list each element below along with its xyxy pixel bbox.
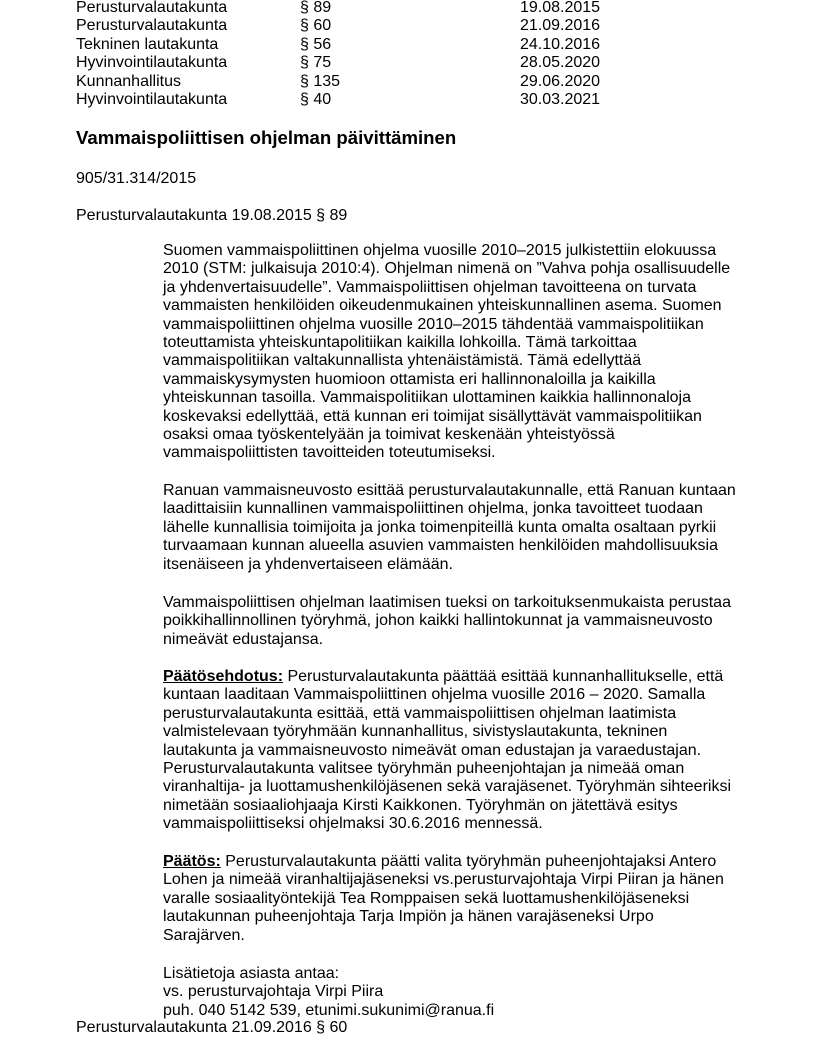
text-line <box>163 668 753 686</box>
history-row <box>0 36 816 54</box>
text-line: vammaispolitiikan valtakunnallista yhtenäistämistä. Tämä edellyttää <box>163 352 642 370</box>
history-date: 19.08.2015 <box>520 0 601 16</box>
text-line: toteuttamista yhteiskuntapolitiikan kaikilla lohkoilla. Tämä tarkoittaa <box>163 334 637 352</box>
history-section: § 135 <box>300 72 341 90</box>
text-line: Suomen vammaispoliittinen ohjelma vuosille 2010–2015 julkistettiin elokuussa <box>163 242 717 259</box>
contact-line: puh. 040 5142 539, etunimi.sukunimi@ranua.fi <box>163 1001 495 1019</box>
contact-info <box>163 965 753 1020</box>
history-section: § 56 <box>300 35 332 53</box>
text-line: lautakunnan puheenjohtaja Tarja Impiön ja hänen varajäseneksi Urpo <box>163 908 654 926</box>
text-line <box>163 853 753 871</box>
proposal-first-line: Perusturvalautakunta päättää esittää kunnanhallitukselle, että <box>283 668 724 685</box>
text-line: lähelle kunnallisia toimijoita ja jonka toimenpiteillä kunta omalta osaltaan pyrkii <box>163 518 717 536</box>
proposal-label: Päätösehdotus: <box>163 668 284 685</box>
text-line: vammaispoliittiseksi ohjelmaksi 30.6.2016 mennessä. <box>163 815 543 833</box>
history-section: § 60 <box>300 17 332 35</box>
meeting-header: Perusturvalautakunta 19.08.2015 § 89 <box>76 207 348 224</box>
next-meeting-header: Perusturvalautakunta 21.09.2016 § 60 <box>76 1019 348 1036</box>
text-line: nimetään sosiaaliohjaaja Kirsti Kaikkonen. Työryhmän on jätettävä esitys <box>163 796 678 814</box>
text-line: viranhaltija- ja luottamushenkilöjäsenen sekä varajäsenet. Työryhmän sihteeriksi <box>163 778 731 796</box>
text-line: yhteiskunnan tasoilla. Vammaispolitiikan ulottaminen kaikkia hallinnonaloja <box>163 389 691 407</box>
text-line: Perusturvalautakunta valitsee työryhmän puheenjohtajan ja nimeää oman <box>163 760 685 778</box>
history-date: 21.09.2016 <box>520 17 601 35</box>
text-line: laadittaisiin kunnallinen vammaispoliittinen ohjelma, jonka tavoitteet tuodaan <box>163 500 703 518</box>
history-body: Perusturvalautakunta <box>76 0 228 16</box>
text-line: Vammaispoliittisen ohjelman laatimisen tueksi on tarkoituksenmukaista perustaa <box>163 594 731 611</box>
text-line: ja yhdenvertaisuudelle”. Vammaispoliittisen ohjelman tavoitteena on turvata <box>163 278 697 296</box>
history-body: Tekninen lautakunta <box>76 35 219 53</box>
history-section: § 89 <box>300 0 332 16</box>
text-line: Ranuan vammaisneuvosto esittää perusturvalautakunnalle, että Ranuan kuntaan <box>163 482 736 499</box>
text-line: poikkihallinnollinen työryhmä, johon kaikki hallintokunnat ja vammaisneuvosto <box>163 612 713 630</box>
text-line: vammaispoliittisten tavoitteiden toteutumiseksi. <box>163 444 496 462</box>
document-title: Vammaispoliittisen ohjelman päivittäminen <box>76 127 457 148</box>
history-date: 30.03.2021 <box>520 91 601 108</box>
text-line: koskevaksi edellyttää, että kunnan eri toimijat sisällyttävät vammaispolitiikan <box>163 407 702 425</box>
text-line: vammaiskysymysten huomioon ottamista eri hallinnonaloilla ja kaikilla <box>163 370 656 388</box>
history-body: Perusturvalautakunta <box>76 17 228 35</box>
text-line: turvaamaan kunnan alueella asuvien vammaisten henkilöiden mahdollisuuksia <box>163 537 718 555</box>
history-date: 24.10.2016 <box>520 35 601 53</box>
background-paragraph <box>163 242 753 463</box>
history-section: § 40 <box>300 91 332 108</box>
decision <box>163 853 753 945</box>
text-line: lautakunta ja vammaisneuvosto nimeävät oman edustajan ja varaedustajan. <box>163 741 702 759</box>
working-group-paragraph <box>163 594 753 649</box>
contact-line: Lisätietoja asiasta antaa: <box>163 965 340 982</box>
decision-label: Päätös: <box>163 853 221 870</box>
text-line: kuntaan laaditaan Vammaispoliittinen ohjelma vuosille 2016 – 2020. Samalla <box>163 686 706 704</box>
history-body: Hyvinvointilautakunta <box>76 54 228 72</box>
council-proposal-paragraph <box>163 482 753 574</box>
history-date: 29.06.2020 <box>520 72 601 90</box>
text-line: vammaispoliittinen ohjelma vuosille 2010–2015 tähdentää vammaispolitiikan <box>163 315 704 333</box>
decision-first-line: Perusturvalautakunta päätti valita työryhmän puheenjohtajaksi Antero <box>220 853 717 870</box>
text-line: Sarajärven. <box>163 926 245 944</box>
text-line: varalle sosiaalityöntekijä Tea Romppaisen sekä luottamushenkilöjäseneksi <box>163 889 690 907</box>
history-date: 28.05.2020 <box>520 54 601 72</box>
text-line: valmistelevaan työryhmään kunnanhallitus, sivistyslautakunta, tekninen <box>163 723 668 741</box>
text-line: Lohen ja nimeää viranhaltijajäseneksi vs.perusturvajohtaja Virpi Piiran ja hänen <box>163 871 724 889</box>
text-line: 2010 (STM: julkaisuja 2010:4). Ohjelman nimenä on ”Vahva pohja osallisuudelle <box>163 260 731 278</box>
text-line: itsenäiseen ja yhdenvertaiseen elämään. <box>163 555 453 573</box>
history-row <box>0 91 816 109</box>
history-row <box>0 73 816 91</box>
contact-line: vs. perusturvajohtaja Virpi Piira <box>163 983 384 1001</box>
history-body: Kunnanhallitus <box>76 72 181 90</box>
case-number: 905/31.314/2015 <box>76 170 197 187</box>
decision-proposal <box>163 668 753 834</box>
text-line: vammaisten henkilöiden oikeudenmukainen yhteiskunnallinen asema. Suomen <box>163 297 722 315</box>
text-line: osaksi omaa työskentelyään ja toimivat keskenään yhteistyössä <box>163 426 615 444</box>
history-row <box>0 54 816 72</box>
history-row <box>0 17 816 35</box>
history-row <box>0 0 816 17</box>
history-body: Hyvinvointilautakunta <box>76 91 228 108</box>
text-line: perusturvalautakunta esittää, että vammaispoliittisen ohjelman laatimista <box>163 704 677 722</box>
history-section: § 75 <box>300 54 332 72</box>
text-line: nimeävät edustajansa. <box>163 630 324 648</box>
